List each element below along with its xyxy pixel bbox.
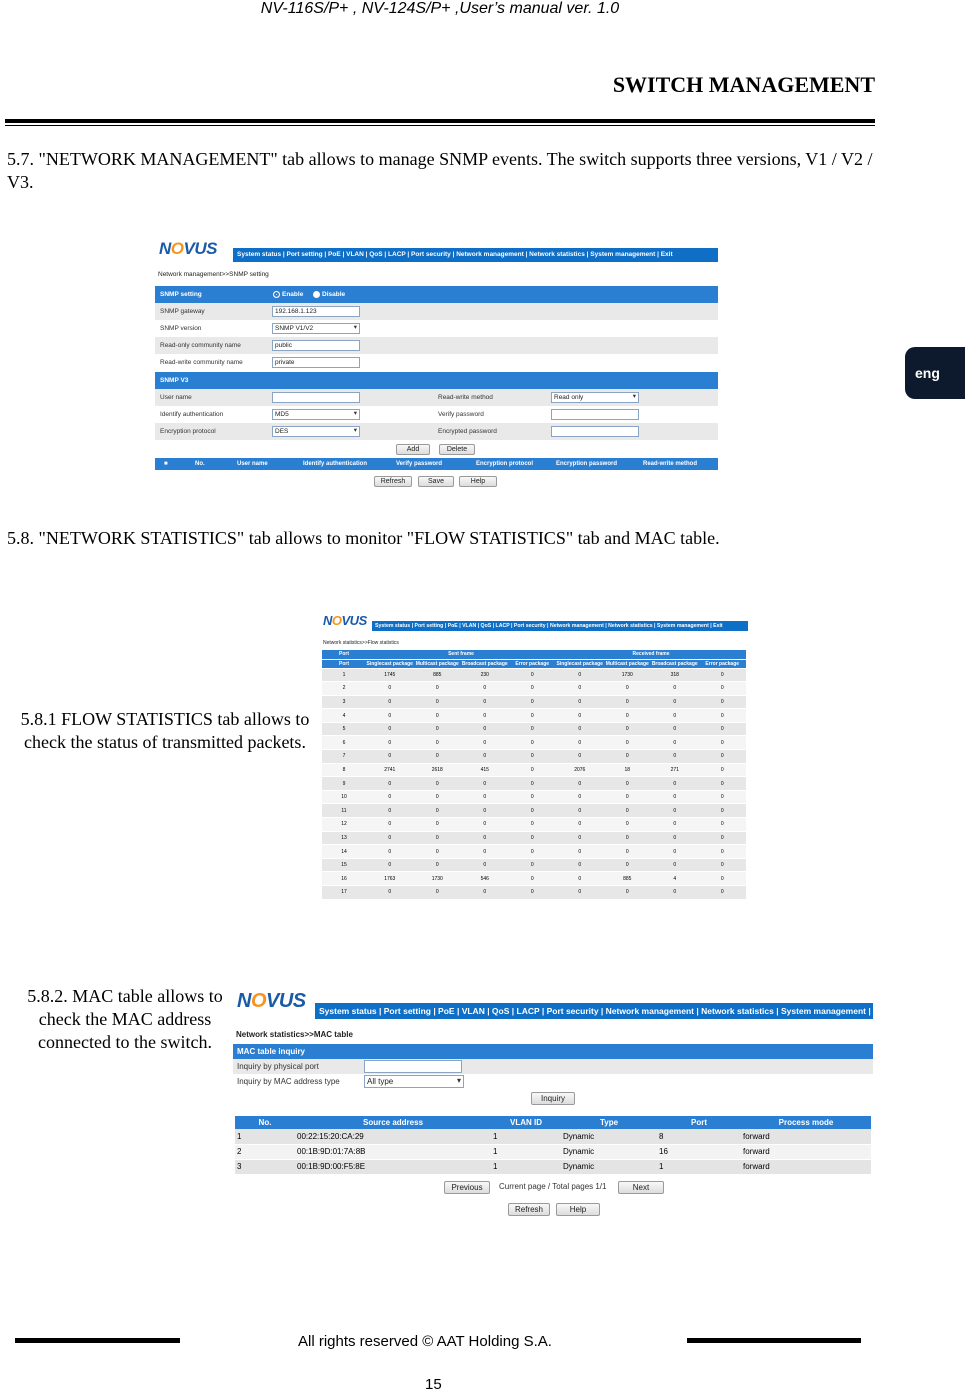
table-cell: 0 <box>509 736 557 750</box>
paragraph-5-8-2: 5.8.2. MAC table allows to check the MAC address connected to the switch. <box>27 986 223 1052</box>
table-cell: 0 <box>414 790 462 804</box>
table-cell: 1 <box>322 668 366 682</box>
table-cell: 0 <box>651 750 699 764</box>
help-button[interactable]: Help <box>556 1203 600 1216</box>
table-cell: 4 <box>322 709 366 723</box>
table-cell: 0 <box>604 790 652 804</box>
table-cell: 0 <box>604 682 652 696</box>
user-name-input[interactable] <box>272 392 360 403</box>
table-cell: 0 <box>699 804 747 818</box>
paragraph-5-8: 5.8. "NETWORK STATISTICS" tab allows to monitor "FLOW STATISTICS" tab and MAC table. <box>7 528 720 548</box>
page-info: Current page / Total pages 1/1 <box>499 1182 607 1191</box>
table-cell: 2 <box>322 682 366 696</box>
save-button[interactable]: Save <box>418 476 454 487</box>
encryption-select[interactable]: DES ▾ <box>272 426 360 437</box>
table-cell: 00:1B:9D:00:F5:8E <box>295 1159 491 1174</box>
table-header <box>235 1116 871 1129</box>
table-cell: 0 <box>366 709 414 723</box>
table-cell: Dynamic <box>561 1144 657 1159</box>
table-cell: 0 <box>509 845 557 859</box>
table-cell: 0 <box>699 818 747 832</box>
table-cell: 0 <box>461 804 509 818</box>
table-cell: 1 <box>491 1144 561 1159</box>
table-cell: 0 <box>604 804 652 818</box>
table-cell: 0 <box>461 736 509 750</box>
table-row <box>322 777 746 791</box>
v3-users-header: ■ No. User name Identify authentication Verify password Encryption protocol Encryption password Read-write method <box>155 458 718 470</box>
inquiry-button[interactable]: Inquiry <box>531 1092 575 1105</box>
breadcrumb: Network statistics>>Flow statistics <box>323 640 399 646</box>
column-header: Singlecast package <box>366 660 413 667</box>
table-cell: 0 <box>366 682 414 696</box>
column-header: VLAN ID <box>491 1116 561 1129</box>
table-cell: 0 <box>651 818 699 832</box>
flow-statistics-screenshot <box>320 612 748 896</box>
table-cell: 0 <box>414 804 462 818</box>
table-cell: 0 <box>651 858 699 872</box>
table-cell: 0 <box>366 804 414 818</box>
table-cell: 0 <box>604 736 652 750</box>
rw-community-input[interactable]: private <box>272 357 360 368</box>
table-cell: 271 <box>651 763 699 777</box>
table-cell: 17 <box>322 886 366 900</box>
table-row <box>322 736 746 750</box>
table-cell: 7 <box>322 750 366 764</box>
table-cell: 0 <box>651 886 699 900</box>
gateway-input[interactable]: 192.168.1.123 <box>272 306 360 317</box>
table-cell: 14 <box>322 845 366 859</box>
table-cell: 0 <box>699 831 747 845</box>
table-cell: 0 <box>604 886 652 900</box>
table-cell: 5 <box>322 722 366 736</box>
table-cell: 16 <box>657 1144 741 1159</box>
table-cell: 0 <box>366 845 414 859</box>
table-cell: 3 <box>235 1159 295 1174</box>
table-cell: forward <box>741 1159 871 1174</box>
table-cell: 0 <box>461 750 509 764</box>
table-cell: 0 <box>414 777 462 791</box>
mac-table <box>235 1116 871 1175</box>
footer-rights: All rights reserved © AAT Holding S.A. <box>298 1333 552 1350</box>
column-header: Port <box>657 1116 741 1129</box>
table-cell: 0 <box>699 845 747 859</box>
table-cell: 0 <box>651 695 699 709</box>
table-cell: 1730 <box>414 872 462 886</box>
column-header: Multicast package <box>604 659 652 668</box>
table-cell: 0 <box>651 831 699 845</box>
table-cell: 1745 <box>366 668 414 682</box>
table-row <box>322 886 746 900</box>
table-cell: 0 <box>699 722 747 736</box>
table-row <box>322 695 746 709</box>
previous-button[interactable]: Previous <box>444 1181 490 1194</box>
table-cell: 1 <box>657 1159 741 1174</box>
table-cell: 0 <box>509 777 557 791</box>
table-cell: 0 <box>414 831 462 845</box>
add-button[interactable]: Add <box>396 444 430 455</box>
ro-community-row: Read-only community name public <box>155 337 718 354</box>
table-cell: 0 <box>556 872 604 886</box>
table-row <box>322 668 746 682</box>
table-cell: 0 <box>699 790 747 804</box>
table-cell: 0 <box>699 736 747 750</box>
table-cell: 0 <box>366 777 414 791</box>
table-cell: 0 <box>509 682 557 696</box>
table-row <box>235 1129 871 1144</box>
table-cell: forward <box>741 1144 871 1159</box>
table-group-header: Port Sent frame Received frame <box>322 650 746 659</box>
table-cell: 13 <box>322 831 366 845</box>
table-cell: 0 <box>509 722 557 736</box>
table-cell: 0 <box>556 722 604 736</box>
table-cell: 0 <box>414 682 462 696</box>
auth-row: Identify authentication MD5 ▾ Verify password <box>155 406 718 423</box>
table-cell: 0 <box>461 722 509 736</box>
table-cell: 0 <box>461 886 509 900</box>
table-row <box>322 750 746 764</box>
verify-password-input[interactable] <box>551 409 639 420</box>
table-row <box>235 1159 871 1174</box>
table-cell: 885 <box>414 668 462 682</box>
table-cell: 0 <box>604 831 652 845</box>
table-row <box>322 709 746 723</box>
section-title: SWITCH MANAGEMENT <box>612 72 875 97</box>
table-row <box>235 1144 871 1159</box>
menu-bar[interactable]: System status | Port setting | PoE | VLAN | QoS | LACP | Port security | Network management | Network statistics | System management | Exit <box>372 621 748 631</box>
column-header: Process mode <box>741 1116 871 1129</box>
table-cell: 0 <box>556 777 604 791</box>
table-cell: 0 <box>509 790 557 804</box>
table-cell: 0 <box>699 695 747 709</box>
table-cell: 0 <box>556 886 604 900</box>
table-cell: 0 <box>366 736 414 750</box>
mac-inquiry-row: MAC table inquiry <box>233 1044 873 1059</box>
table-cell: 0 <box>699 709 747 723</box>
table-cell: Dynamic <box>561 1129 657 1144</box>
table-cell: 0 <box>604 845 652 859</box>
table-cell: 0 <box>556 790 604 804</box>
table-cell: 0 <box>366 831 414 845</box>
column-header: Error package <box>509 659 557 668</box>
encryption-row: Encryption protocol DES ▾ Encrypted password <box>155 423 718 440</box>
table-cell: 0 <box>556 804 604 818</box>
header-rule-thin <box>5 125 875 126</box>
disable-radio[interactable]: Disable <box>313 286 345 303</box>
refresh-button[interactable]: Refresh <box>508 1203 550 1216</box>
table-cell: 0 <box>651 845 699 859</box>
rw-method-select[interactable]: Read only ▾ <box>551 392 639 403</box>
column-header: Broadcast package <box>461 660 508 667</box>
gateway-row: SNMP gateway 192.168.1.123 <box>155 303 718 320</box>
table-cell: 0 <box>509 804 557 818</box>
table-cell: 0 <box>509 695 557 709</box>
table-cell: 318 <box>651 668 699 682</box>
snmp-screenshot <box>155 238 718 510</box>
table-cell: 0 <box>699 763 747 777</box>
table-cell: 1 <box>491 1129 561 1144</box>
novus-logo: NOVUS <box>237 990 306 1012</box>
table-cell: 0 <box>414 818 462 832</box>
table-cell: 0 <box>556 668 604 682</box>
enable-radio[interactable]: Enable <box>273 286 303 303</box>
table-cell: 546 <box>461 872 509 886</box>
table-cell: 0 <box>366 818 414 832</box>
table-cell: 0 <box>604 750 652 764</box>
flow-statistics-table <box>322 650 746 900</box>
table-cell: 0 <box>366 790 414 804</box>
table-cell: 0 <box>604 722 652 736</box>
table-cell: 0 <box>414 750 462 764</box>
header-rule <box>5 119 875 123</box>
table-cell: 0 <box>651 722 699 736</box>
novus-logo: NOVUS <box>323 613 367 628</box>
table-cell: 0 <box>556 858 604 872</box>
table-cell: 0 <box>556 736 604 750</box>
table-cell: 0 <box>509 818 557 832</box>
table-cell: 0 <box>699 872 747 886</box>
inquiry-by-port-row: Inquiry by physical port <box>233 1059 873 1074</box>
table-cell: 0 <box>699 886 747 900</box>
table-cell: 2 <box>235 1144 295 1159</box>
table-cell: 0 <box>509 858 557 872</box>
table-cell: 0 <box>651 777 699 791</box>
table-cell: 230 <box>461 668 509 682</box>
table-cell: 2741 <box>366 763 414 777</box>
physical-port-input[interactable] <box>364 1060 462 1073</box>
encrypted-password-input[interactable] <box>551 426 639 437</box>
table-cell: 1 <box>491 1159 561 1174</box>
table-cell: 0 <box>461 682 509 696</box>
rw-community-row: Read-write community name private <box>155 354 718 371</box>
table-cell: 11 <box>322 804 366 818</box>
table-cell: 0 <box>604 709 652 723</box>
table-cell: 0 <box>604 818 652 832</box>
table-cell: 1763 <box>366 872 414 886</box>
table-cell: 4 <box>651 872 699 886</box>
table-row <box>322 682 746 696</box>
table-cell: 18 <box>604 763 652 777</box>
table-cell: 0 <box>651 709 699 723</box>
table-cell: 12 <box>322 818 366 832</box>
next-button[interactable]: Next <box>618 1181 664 1194</box>
table-row <box>322 845 746 859</box>
table-cell: 9 <box>322 777 366 791</box>
table-cell: 0 <box>556 709 604 723</box>
table-cell: 0 <box>366 722 414 736</box>
column-header: Singlecast package <box>556 660 603 667</box>
delete-button[interactable]: Delete <box>439 444 475 455</box>
snmp-setting-row: SNMP setting Enable Disable <box>155 286 718 303</box>
table-cell: 0 <box>461 818 509 832</box>
table-cell: 415 <box>461 763 509 777</box>
footer-bar-right <box>687 1338 861 1343</box>
table-cell: 2618 <box>414 763 462 777</box>
table-cell: 8 <box>657 1129 741 1144</box>
document-header-title: NV-116S/P+ , NV-124S/P+ ,User’s manual ver. 1.0 <box>260 0 620 17</box>
table-cell: forward <box>741 1129 871 1144</box>
column-header: Multicast package <box>414 659 462 668</box>
table-row <box>322 722 746 736</box>
page-number: 15 <box>425 1376 442 1393</box>
table-cell: 0 <box>556 845 604 859</box>
column-header: No. <box>235 1116 295 1129</box>
ro-community-input[interactable]: public <box>272 340 360 351</box>
table-cell: 0 <box>414 858 462 872</box>
table-cell: 0 <box>414 722 462 736</box>
table-cell: 0 <box>604 858 652 872</box>
snmp-v3-row: SNMP V3 <box>155 372 718 389</box>
table-cell: 0 <box>651 736 699 750</box>
table-cell: 0 <box>461 777 509 791</box>
table-cell: 0 <box>556 750 604 764</box>
table-cell: 10 <box>322 790 366 804</box>
mac-type-select[interactable]: All type ▾ <box>364 1075 464 1088</box>
novus-logo: NOVUS <box>159 239 217 258</box>
breadcrumb: Network statistics>>MAC table <box>236 1030 353 1039</box>
table-cell: 0 <box>651 804 699 818</box>
version-select[interactable]: SNMP V1/V2 ▾ <box>272 323 360 334</box>
table-cell: 0 <box>604 777 652 791</box>
select-all-checkbox[interactable]: ■ <box>164 461 168 467</box>
table-header <box>322 659 746 668</box>
column-header: Port <box>322 659 366 668</box>
table-row <box>322 858 746 872</box>
table-cell: 0 <box>461 695 509 709</box>
table-cell: 00:1B:9D:01:7A:8B <box>295 1144 491 1159</box>
table-cell: 0 <box>556 682 604 696</box>
version-row: SNMP version SNMP V1/V2 ▾ <box>155 320 718 337</box>
table-cell: 0 <box>651 682 699 696</box>
table-cell: 0 <box>556 818 604 832</box>
table-cell: 885 <box>604 872 652 886</box>
table-cell: 8 <box>322 763 366 777</box>
menu-bar[interactable]: System status | Port setting | PoE | VLAN | QoS | LACP | Port security | Network management | Network statistics | System management | Exit <box>233 248 718 262</box>
table-cell: 15 <box>322 858 366 872</box>
table-cell: 0 <box>509 763 557 777</box>
table-cell: 0 <box>556 831 604 845</box>
table-row <box>322 818 746 832</box>
table-cell: 1730 <box>604 668 652 682</box>
paragraph-5-8-1: 5.8.1 FLOW STATISTICS tab allows to check the status of transmitted packets. <box>20 709 310 752</box>
table-cell: 0 <box>461 845 509 859</box>
table-row <box>322 831 746 845</box>
table-cell: 0 <box>461 858 509 872</box>
table-cell: 0 <box>699 682 747 696</box>
table-cell: 0 <box>461 709 509 723</box>
inquiry-by-type-row: Inquiry by MAC address type All type ▾ <box>233 1074 873 1089</box>
breadcrumb: Network management>>SNMP setting <box>158 271 269 278</box>
table-cell: 0 <box>604 695 652 709</box>
language-tab: eng <box>905 347 965 399</box>
table-cell: 0 <box>556 695 604 709</box>
refresh-button[interactable]: Refresh <box>374 476 412 487</box>
table-cell: 1 <box>235 1129 295 1144</box>
table-row <box>322 790 746 804</box>
column-header: Type <box>561 1116 657 1129</box>
mac-table-screenshot <box>233 990 889 1222</box>
table-cell: 0 <box>509 886 557 900</box>
table-cell: 0 <box>509 709 557 723</box>
table-cell: 6 <box>322 736 366 750</box>
table-cell: 0 <box>699 750 747 764</box>
footer-bar-left <box>15 1338 180 1343</box>
table-cell: 0 <box>366 858 414 872</box>
table-cell: 2076 <box>556 763 604 777</box>
table-cell: Dynamic <box>561 1159 657 1174</box>
table-cell: 0 <box>699 668 747 682</box>
table-cell: 00:22:15:20:CA:29 <box>295 1129 491 1144</box>
table-row <box>322 763 746 777</box>
table-cell: 0 <box>461 831 509 845</box>
menu-bar[interactable]: System status | Port setting | PoE | VLAN | QoS | LACP | Port security | Network management | Network statistics | System management | Exit <box>315 1003 873 1019</box>
paragraph-5-7: 5.7. "NETWORK MANAGEMENT" tab allows to manage SNMP events. The switch supports three versions, V1 / V2 / V3. <box>7 149 873 192</box>
table-cell: 0 <box>366 886 414 900</box>
table-cell: 0 <box>414 736 462 750</box>
table-cell: 0 <box>366 695 414 709</box>
table-cell: 0 <box>699 858 747 872</box>
column-header: Error package <box>699 659 747 668</box>
table-cell: 0 <box>509 872 557 886</box>
table-cell: 0 <box>461 790 509 804</box>
table-cell: 0 <box>509 750 557 764</box>
table-cell: 3 <box>322 695 366 709</box>
user-row: User name Read-write method Read only ▾ <box>155 389 718 406</box>
table-cell: 0 <box>509 668 557 682</box>
table-row <box>322 872 746 886</box>
column-header: Source address <box>295 1116 491 1129</box>
table-cell: 0 <box>414 709 462 723</box>
help-button[interactable]: Help <box>459 476 497 487</box>
table-cell: 0 <box>414 695 462 709</box>
table-cell: 0 <box>699 777 747 791</box>
table-cell: 0 <box>414 845 462 859</box>
table-cell: 16 <box>322 872 366 886</box>
table-row <box>322 804 746 818</box>
auth-select[interactable]: MD5 ▾ <box>272 409 360 420</box>
table-cell: 0 <box>509 831 557 845</box>
table-cell: 0 <box>651 790 699 804</box>
table-cell: 0 <box>414 886 462 900</box>
column-header: Broadcast package <box>651 660 698 667</box>
table-cell: 0 <box>366 750 414 764</box>
